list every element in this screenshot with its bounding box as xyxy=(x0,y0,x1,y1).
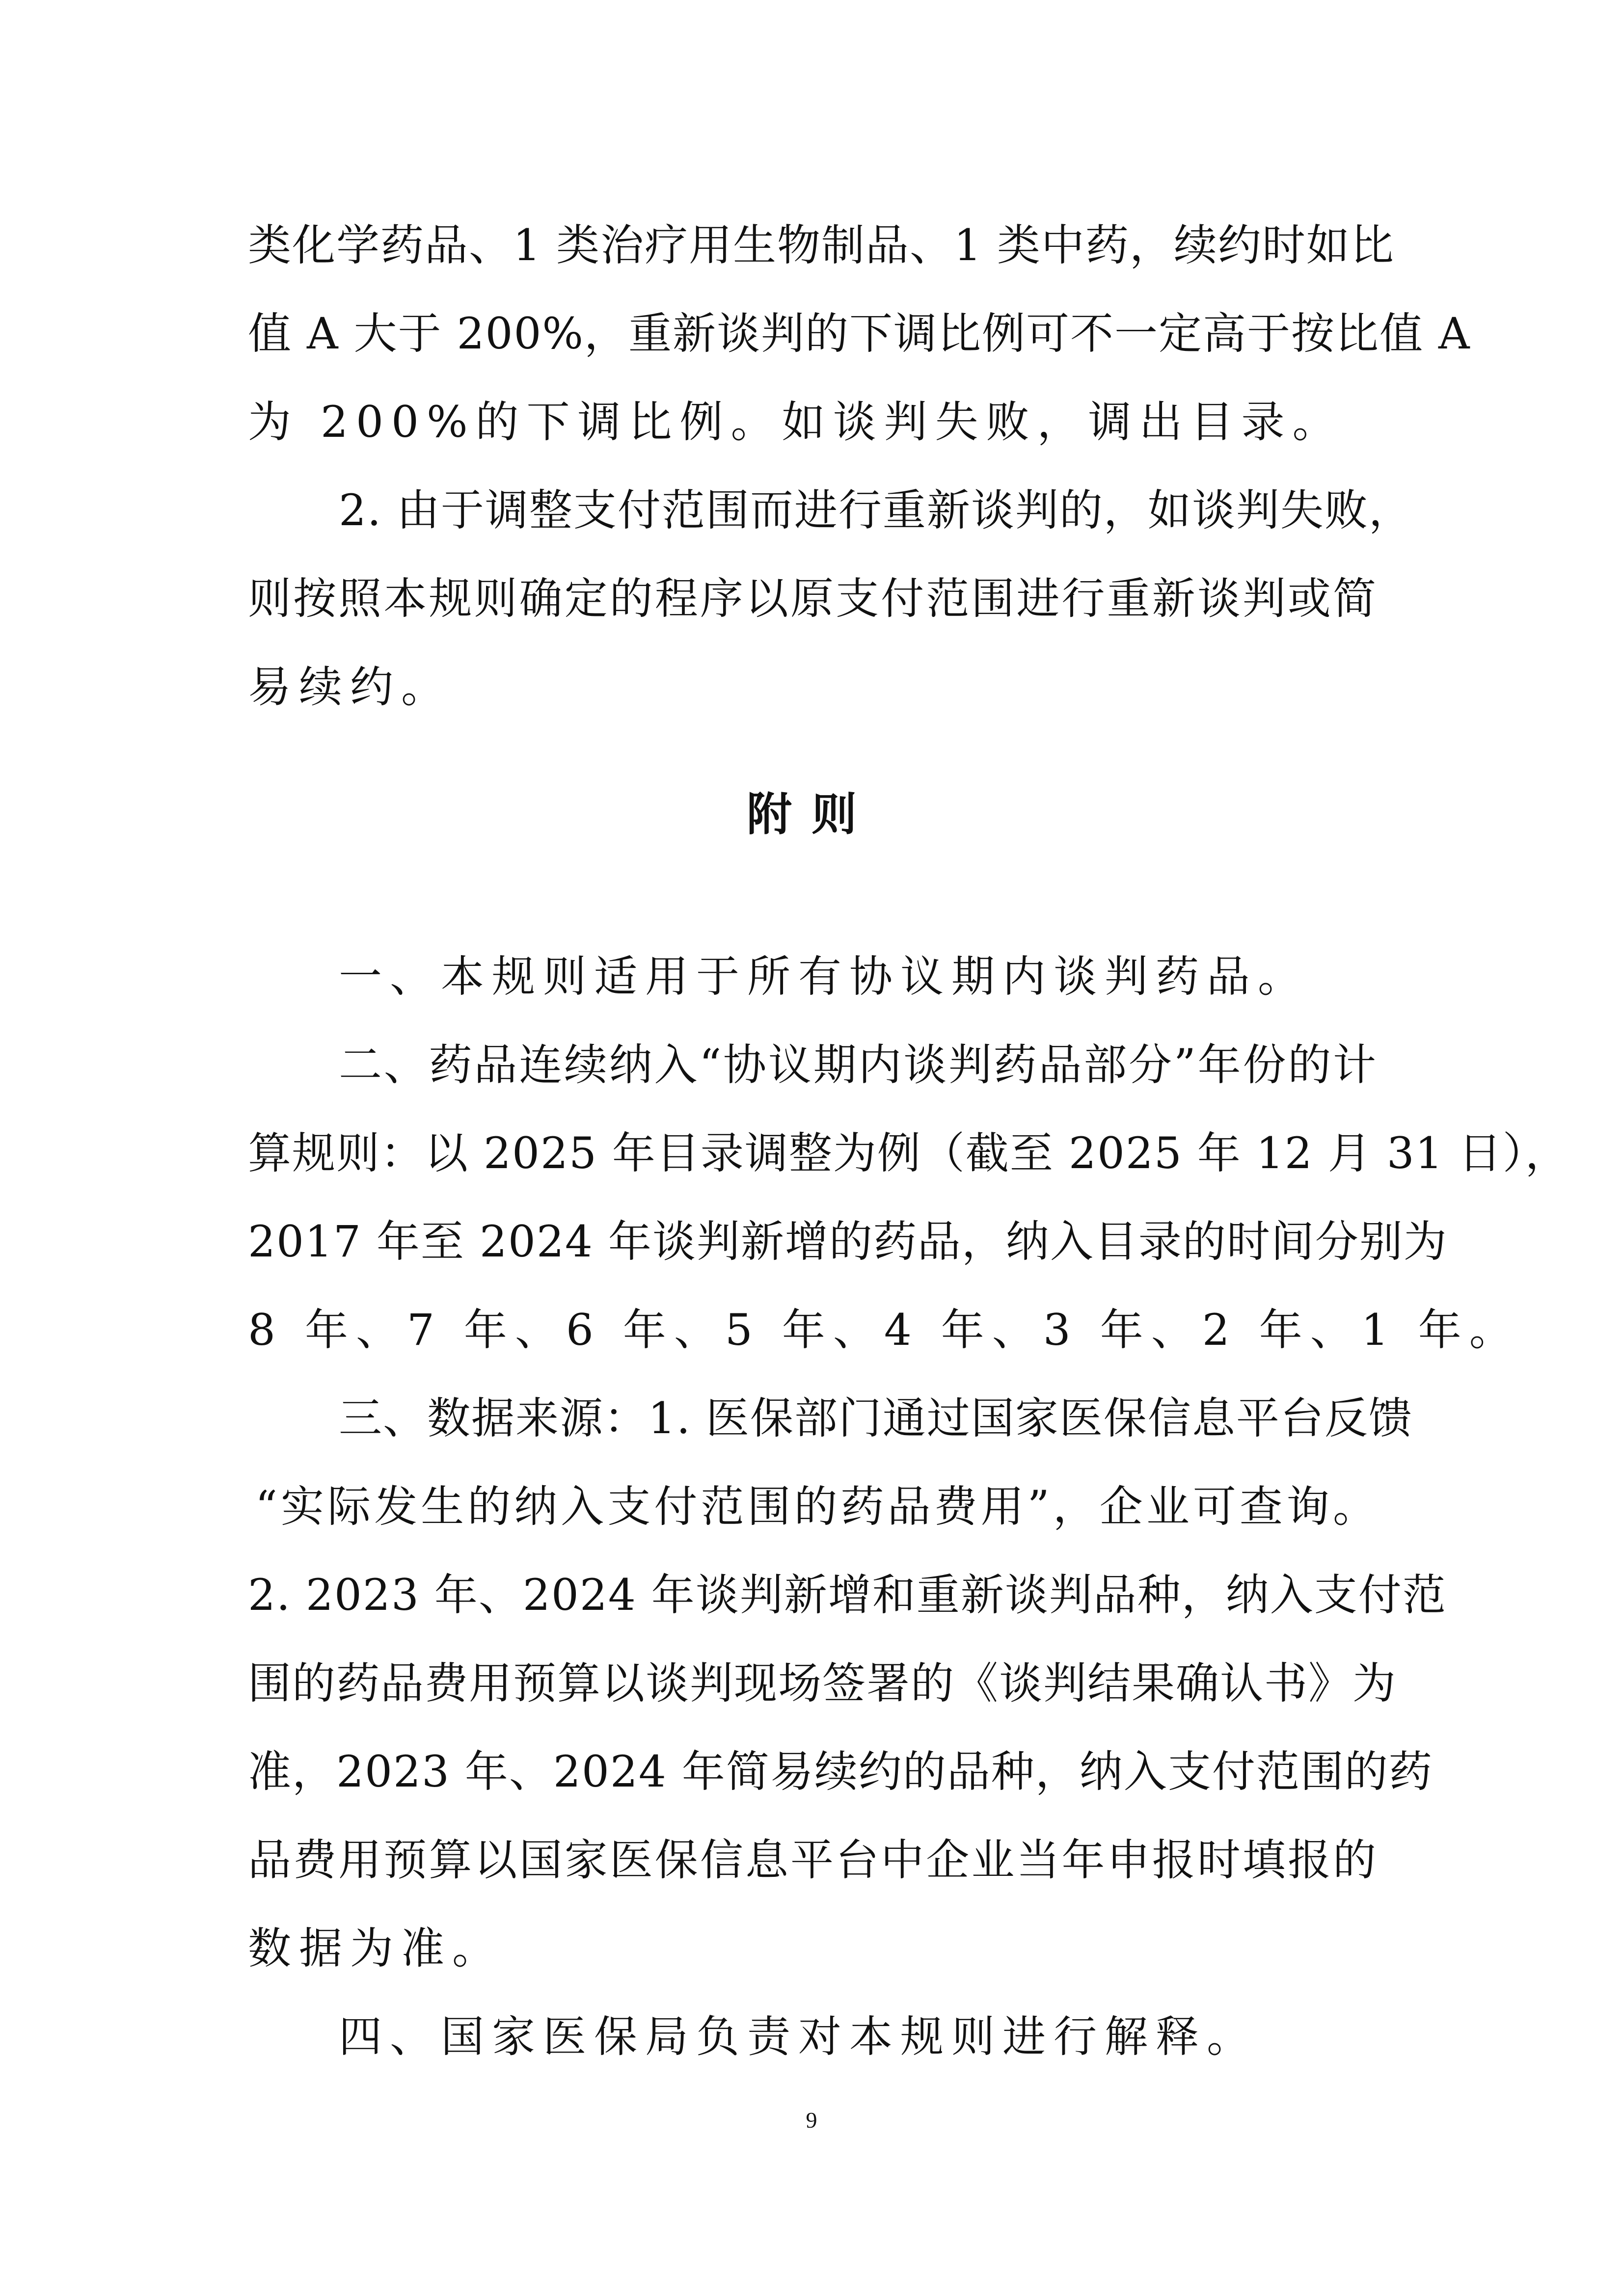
section-heading: 附则 xyxy=(746,788,876,841)
clause3-line-3: 2. 2023 年、2024 年谈判新增和重新谈判品种，纳入支付范 xyxy=(248,1570,1447,1620)
clause2-line-2: 算规则：以 2025 年目录调整为例（截至 2025 年 12 月 31 日）， xyxy=(248,1128,1569,1178)
section2-line-3: 易续约。 xyxy=(248,662,453,712)
clause3-line-2: “实际发生的纳入支付范围的药品费用”，企业可查询。 xyxy=(255,1481,1377,1532)
page-number: 9 xyxy=(806,2108,817,2133)
clause3-line-7: 数据为准。 xyxy=(248,1923,504,1974)
clause2-line-3: 2017 年至 2024 年谈判新增的药品，纳入目录的时间分别为 xyxy=(248,1216,1448,1267)
clause1-line-1: 一、本规则适用于所有协议期内谈判药品。 xyxy=(339,951,1309,1002)
clause4-line-1: 四、国家医保局负责对本规则进行解释。 xyxy=(339,2011,1258,2062)
section2-line-2: 则按照本规则确定的程序以原支付范围进行重新谈判或简 xyxy=(248,573,1377,624)
clause3-line-5: 准，2023 年、2024 年简易续约的品种，纳入支付范围的药 xyxy=(248,1746,1433,1797)
clause3-line-6: 品费用预算以国家医保信息平台中企业当年申报时填报的 xyxy=(248,1835,1377,1885)
clause2-line-1: 二、药品连续纳入“协议期内谈判药品部分”年份的计 xyxy=(339,1040,1377,1090)
section2-line-1: 2. 由于调整支付范围而进行重新谈判的，如谈判失败， xyxy=(339,485,1413,535)
clause3-line-4: 围的药品费用预算以谈判现场签署的《谈判结果确认书》为 xyxy=(248,1658,1397,1709)
section1-line-1: 类化学药品、1 类治疗用生物制品、1 类中药，续约时如比 xyxy=(248,220,1395,270)
clause3-line-1: 三、数据来源：1. 医保部门通过国家医保信息平台反馈 xyxy=(339,1393,1413,1443)
section1-line-3: 为 200%的下调比例。如谈判失败，调出目录。 xyxy=(248,397,1344,447)
clause2-line-4: 8 年、7 年、6 年、5 年、4 年、3 年、2 年、1 年。 xyxy=(248,1305,1520,1355)
section1-line-2: 值 A 大于 200%，重新谈判的下调比例可不一定高于按比值 A xyxy=(248,308,1471,359)
